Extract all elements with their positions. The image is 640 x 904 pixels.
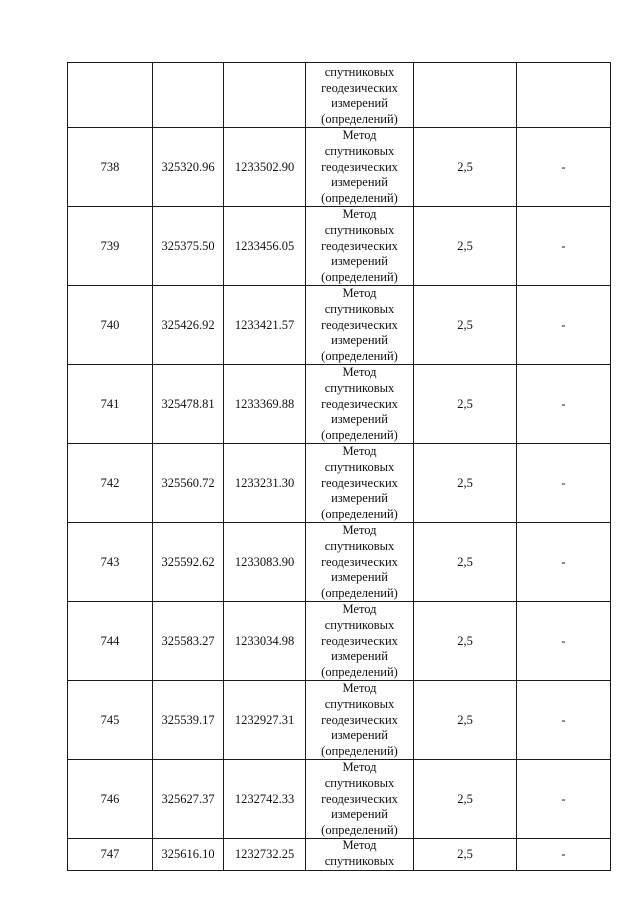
method-line: геодезических [321, 80, 398, 95]
method-line: геодезических [321, 791, 398, 806]
accuracy-cell: 2,5 [414, 681, 517, 760]
method-line: геодезических [321, 159, 398, 174]
y-coordinate-cell: 1233502.90 [224, 128, 306, 207]
method-cell [306, 681, 414, 760]
y-coordinate-cell: 1233456.05 [224, 207, 306, 286]
method-text [306, 65, 413, 127]
method-line: геодезических [321, 633, 398, 648]
method-cell [306, 128, 414, 207]
note-cell: - [517, 602, 611, 681]
y-coordinate-cell: 1232927.31 [224, 681, 306, 760]
table-row [68, 760, 611, 839]
method-line: Метод [342, 365, 377, 380]
point-number-cell: 740 [68, 286, 153, 365]
method-line: измерений [331, 175, 388, 190]
point-number-cell: 744 [68, 602, 153, 681]
method-line: спутниковых [324, 696, 395, 711]
y-coordinate-cell: 1233421.57 [224, 286, 306, 365]
method-line: измерений [331, 333, 388, 348]
accuracy-cell [414, 63, 517, 128]
method-cell [306, 63, 414, 128]
table-row [68, 602, 611, 681]
method-cell [306, 286, 414, 365]
table-row [68, 365, 611, 444]
method-line: измерений [331, 412, 388, 427]
method-line: Метод [342, 128, 377, 143]
method-line: спутниковых [324, 459, 395, 474]
x-coordinate-cell: 325426.92 [153, 286, 224, 365]
method-text [306, 523, 413, 601]
method-line: Метод [342, 602, 377, 617]
method-cell [306, 760, 414, 839]
accuracy-cell: 2,5 [414, 444, 517, 523]
method-cell [306, 602, 414, 681]
method-text [306, 207, 413, 285]
accuracy-cell: 2,5 [414, 523, 517, 602]
accuracy-cell: 2,5 [414, 760, 517, 839]
method-cell [306, 207, 414, 286]
point-number-cell [68, 63, 153, 128]
method-line: измерений [331, 807, 388, 822]
y-coordinate-cell: 1233083.90 [224, 523, 306, 602]
note-cell: - [517, 207, 611, 286]
method-line: измерений [331, 254, 388, 269]
method-line: (определений) [321, 506, 398, 521]
method-line: спутниковых [324, 853, 395, 868]
note-cell [517, 63, 611, 128]
note-cell: - [517, 523, 611, 602]
method-line: геодезических [321, 317, 398, 332]
note-cell: - [517, 365, 611, 444]
coordinates-table [67, 62, 611, 871]
note-cell: - [517, 681, 611, 760]
point-number-cell: 743 [68, 523, 153, 602]
method-line: спутниковых [324, 222, 395, 237]
x-coordinate-cell: 325583.27 [153, 602, 224, 681]
x-coordinate-cell: 325539.17 [153, 681, 224, 760]
accuracy-cell: 2,5 [414, 286, 517, 365]
method-cell [306, 839, 414, 871]
accuracy-cell: 2,5 [414, 602, 517, 681]
point-number-cell: 738 [68, 128, 153, 207]
method-line: Метод [342, 444, 377, 459]
accuracy-cell: 2,5 [414, 839, 517, 871]
method-line: спутниковых [324, 301, 395, 316]
point-number-cell: 742 [68, 444, 153, 523]
method-line: спутниковых [324, 617, 395, 632]
method-line: геодезических [321, 712, 398, 727]
note-cell: - [517, 444, 611, 523]
method-line: (определений) [321, 822, 398, 837]
x-coordinate-cell: 325616.10 [153, 839, 224, 871]
method-text [306, 839, 413, 870]
method-line: спутниковых [324, 65, 395, 79]
x-coordinate-cell: 325320.96 [153, 128, 224, 207]
x-coordinate-cell [153, 63, 224, 128]
y-coordinate-cell [224, 63, 306, 128]
note-cell: - [517, 286, 611, 365]
accuracy-cell: 2,5 [414, 128, 517, 207]
note-cell: - [517, 128, 611, 207]
method-text [306, 286, 413, 364]
x-coordinate-cell: 325627.37 [153, 760, 224, 839]
coordinates-table-body [68, 63, 611, 871]
accuracy-cell: 2,5 [414, 207, 517, 286]
table-row [68, 681, 611, 760]
method-line: Метод [342, 286, 377, 301]
method-line: (определений) [321, 585, 398, 600]
method-text [306, 128, 413, 206]
method-line: Метод [342, 523, 377, 538]
y-coordinate-cell: 1232742.33 [224, 760, 306, 839]
method-line: (определений) [321, 190, 398, 205]
table-row [68, 523, 611, 602]
x-coordinate-cell: 325592.62 [153, 523, 224, 602]
method-line: (определений) [321, 269, 398, 284]
y-coordinate-cell: 1233231.30 [224, 444, 306, 523]
x-coordinate-cell: 325478.81 [153, 365, 224, 444]
method-line: измерений [331, 96, 388, 111]
table-row [68, 444, 611, 523]
method-text [306, 602, 413, 680]
point-number-cell: 739 [68, 207, 153, 286]
method-text [306, 365, 413, 443]
method-line: спутниковых [324, 143, 395, 158]
method-line: измерений [331, 649, 388, 664]
method-line: геодезических [321, 554, 398, 569]
method-line: Метод [342, 760, 377, 775]
method-line: измерений [331, 570, 388, 585]
method-line: геодезических [321, 396, 398, 411]
y-coordinate-cell: 1232732.25 [224, 839, 306, 871]
method-line: спутниковых [324, 775, 395, 790]
table-row-continuation [68, 63, 611, 128]
method-line: (определений) [321, 348, 398, 363]
point-number-cell: 747 [68, 839, 153, 871]
method-cell [306, 444, 414, 523]
method-text [306, 681, 413, 759]
method-text [306, 444, 413, 522]
point-number-cell: 745 [68, 681, 153, 760]
method-line: геодезических [321, 238, 398, 253]
method-line: (определений) [321, 427, 398, 442]
method-line: Метод [342, 207, 377, 222]
note-cell: - [517, 760, 611, 839]
method-text [306, 760, 413, 838]
x-coordinate-cell: 325375.50 [153, 207, 224, 286]
method-line: (определений) [321, 664, 398, 679]
method-line: (определений) [321, 111, 398, 126]
method-line: спутниковых [324, 538, 395, 553]
x-coordinate-cell: 325560.72 [153, 444, 224, 523]
method-line: спутниковых [324, 380, 395, 395]
table-row [68, 839, 611, 871]
accuracy-cell: 2,5 [414, 365, 517, 444]
method-line: измерений [331, 728, 388, 743]
method-line: (определений) [321, 743, 398, 758]
method-line: Метод [342, 838, 377, 853]
note-cell: - [517, 839, 611, 871]
method-cell [306, 523, 414, 602]
point-number-cell: 741 [68, 365, 153, 444]
y-coordinate-cell: 1233369.88 [224, 365, 306, 444]
y-coordinate-cell: 1233034.98 [224, 602, 306, 681]
method-line: измерений [331, 491, 388, 506]
method-line: геодезических [321, 475, 398, 490]
method-cell [306, 365, 414, 444]
point-number-cell: 746 [68, 760, 153, 839]
table-row [68, 207, 611, 286]
table-row [68, 286, 611, 365]
table-row [68, 128, 611, 207]
method-line: Метод [342, 681, 377, 696]
